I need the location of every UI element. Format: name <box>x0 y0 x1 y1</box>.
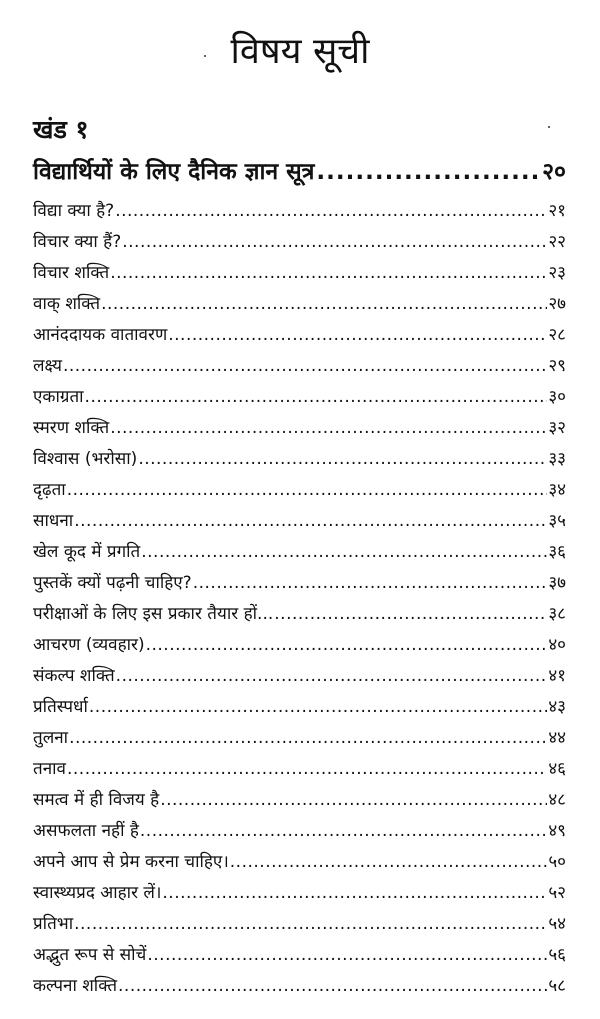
toc-entry <box>33 692 566 723</box>
chapter-heading <box>33 150 566 194</box>
toc-entry-title: स्मरण शक्ति <box>33 418 110 438</box>
toc-entry-title: संकल्प शक्ति <box>33 666 115 686</box>
toc-entry <box>33 475 566 506</box>
toc-entry-title: तनाव <box>33 759 66 779</box>
dot-leader <box>162 878 547 909</box>
dot-leader <box>316 150 540 194</box>
dot-leader <box>274 599 547 630</box>
print-speck <box>548 126 550 128</box>
toc-entry-title: विश्वास (भरोसा) <box>33 449 138 469</box>
toc-entry-page-number: २८ <box>548 325 566 345</box>
toc-entry <box>33 227 566 258</box>
dot-leader <box>116 661 548 692</box>
toc-entry-title: प्रतिभा <box>33 914 74 934</box>
toc-entry-page-number: २१ <box>548 201 566 221</box>
toc-entry <box>33 444 566 475</box>
toc-entry-title: तुलना <box>33 728 69 748</box>
toc-entry-page-number: ३६ <box>548 542 566 562</box>
dot-leader <box>89 692 547 723</box>
toc-entry <box>33 847 566 878</box>
dot-leader <box>146 630 548 661</box>
toc-entry <box>33 506 566 537</box>
dot-leader <box>140 816 547 847</box>
toc-entry-page-number: ३७ <box>548 573 566 593</box>
dot-leader <box>110 258 547 289</box>
dot-leader <box>168 320 547 351</box>
toc-entry <box>33 785 566 816</box>
dot-leader <box>74 506 547 537</box>
toc-entry-title: अद्भुत रूप से सोचें <box>33 945 147 965</box>
toc-entry <box>33 816 566 847</box>
toc-entry <box>33 754 566 785</box>
toc-entry-page-number: ४३ <box>548 697 566 717</box>
toc-entry <box>33 320 566 351</box>
toc-entry <box>33 351 566 382</box>
dot-leader <box>69 723 547 754</box>
toc-entry <box>33 599 566 630</box>
dot-leader <box>115 196 547 227</box>
toc-entry-page-number: ४४ <box>548 728 566 748</box>
toc-entry-title: लक्ष्य <box>33 356 62 376</box>
toc-entry-title: आनंददायक वातावरण <box>33 325 168 345</box>
toc-entry-title: स्वास्थ्यप्रद आहार लें। <box>33 883 162 903</box>
toc-entry-title: समत्व में ही विजय है <box>33 790 160 810</box>
toc-entry-title: अपने आप से प्रेम करना चाहिए। <box>33 852 229 872</box>
dot-leader <box>147 940 547 971</box>
toc-entry <box>33 909 566 940</box>
toc-entry <box>33 568 566 599</box>
dot-leader <box>118 971 547 1002</box>
dot-leader <box>67 475 548 506</box>
toc-entry-title: विचार शक्ति <box>33 263 110 283</box>
toc-entry <box>33 196 566 227</box>
dot-leader <box>63 351 547 382</box>
toc-entry <box>33 630 566 661</box>
toc-entry-page-number: ३८ <box>548 604 566 624</box>
toc-entry-page-number: ५० <box>548 852 566 872</box>
toc-entry-page-number: ३५ <box>548 511 566 531</box>
toc-entry-title: एकाग्रता <box>33 387 84 407</box>
toc-entry-page-number: ४८ <box>548 790 566 810</box>
toc-entry-title: आचरण (व्यवहार) <box>33 635 145 655</box>
toc-entry-page-number: ३० <box>548 387 566 407</box>
dot-leader <box>101 289 547 320</box>
toc-entry-title: कल्पना शक्ति <box>33 976 118 996</box>
toc-entry-title: असफलता नहीं है <box>33 821 139 841</box>
toc-entry <box>33 971 566 1002</box>
page-title: विषय सूची <box>230 31 370 72</box>
toc-entry-page-number: ४१ <box>548 666 566 686</box>
toc-entry-title: वाक् शक्ति <box>33 294 101 314</box>
toc-entry-page-number: ३४ <box>548 480 566 500</box>
toc-entry-page-number: ४६ <box>548 759 566 779</box>
toc-entry <box>33 413 566 444</box>
toc-entry-title: परीक्षाओं के लिए इस प्रकार तैयार हों... <box>33 604 274 624</box>
toc-entry <box>33 878 566 909</box>
dot-leader <box>67 754 547 785</box>
toc-entry-page-number: ४९ <box>548 821 566 841</box>
dot-leader <box>160 785 547 816</box>
dot-leader <box>122 227 547 258</box>
toc-entry-title: विद्या क्या है? <box>33 201 115 221</box>
dot-leader <box>110 413 547 444</box>
toc-entry-page-number: २९ <box>548 356 566 376</box>
toc-list <box>33 196 566 1002</box>
dot-leader <box>141 537 547 568</box>
toc-entry-title: विचार क्या हैं? <box>33 232 122 252</box>
toc-entry-page-number: २३ <box>548 263 566 283</box>
toc-entry-title: साधना <box>33 511 74 531</box>
toc-entry-title: दृढ़ता <box>33 480 66 500</box>
toc-entry <box>33 537 566 568</box>
toc-entry-page-number: ५८ <box>548 976 566 996</box>
toc-entry-title: खेल कूद में प्रगति <box>33 542 141 562</box>
toc-entry-page-number: ५२ <box>548 883 566 903</box>
toc-entry-page-number: ३३ <box>548 449 566 469</box>
toc-entry-title: प्रतिस्पर्धा <box>33 697 88 717</box>
chapter-title: विद्यार्थियों के लिए दैनिक ज्ञान सूत्र <box>33 159 315 185</box>
toc-entry <box>33 289 566 320</box>
toc-entry-page-number: ४० <box>548 635 566 655</box>
dot-leader <box>230 847 548 878</box>
dot-leader <box>74 909 547 940</box>
toc-entry-page-number: २२ <box>548 232 566 252</box>
dot-leader <box>85 382 548 413</box>
toc-entry <box>33 382 566 413</box>
chapter-page-number: २० <box>542 159 566 185</box>
toc-entry <box>33 940 566 971</box>
toc-entry-page-number: २७ <box>548 294 566 314</box>
dot-leader <box>138 444 547 475</box>
toc-entry-page-number: ३२ <box>548 418 566 438</box>
toc-entry <box>33 661 566 692</box>
toc-entry <box>33 723 566 754</box>
section-heading: खंड १ <box>33 115 89 144</box>
toc-entry-title: पुस्तकें क्यों पढ़नी चाहिए? <box>33 573 192 593</box>
toc-entry-page-number: ५६ <box>548 945 566 965</box>
toc-entry <box>33 258 566 289</box>
dot-leader <box>193 568 548 599</box>
toc-entry-page-number: ५४ <box>548 914 566 934</box>
